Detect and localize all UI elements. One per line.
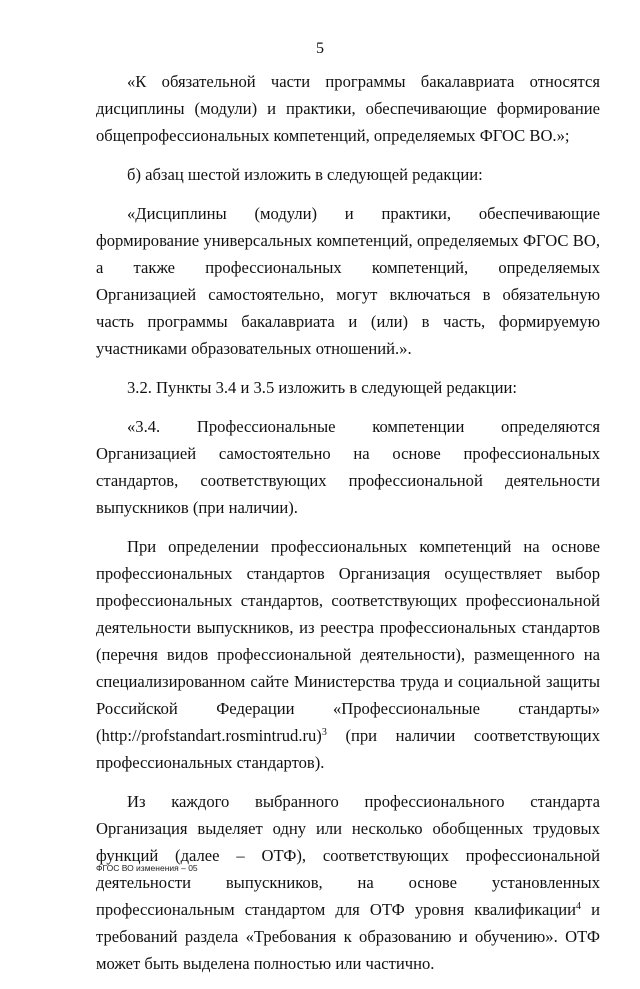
paragraph-amendment-b: б) абзац шестой изложить в следующей редакции: bbox=[127, 165, 483, 184]
paragraph-text: (при наличии соответствующих профессиональных стандартов). bbox=[96, 726, 600, 772]
paragraph-text: При определении профессиональных компетенций на основе профессиональных стандартов Организация осуществляет выбор профессиональных стандартов, соответствующих профессиональной деятельности выпускников, из реестра профессиональных стандартов (перечня видов профессиональной деятельности), размещенного на специализированном сайте Министерства труда и социальной защиты Российской Федерации «Профессиональные стандарты» (http://profstandart.rosmintrud.ru) bbox=[96, 537, 600, 745]
paragraph-amendment-3-2: 3.2. Пункты 3.4 и 3.5 изложить в следующей редакции: bbox=[127, 378, 517, 397]
paragraph-text: и требований раздела «Требования к образованию и обучению». ОТФ может быть выделена полностью или частично. bbox=[96, 900, 600, 973]
paragraph-disciplines: «Дисциплины (модули) и практики, обеспечивающие формирование универсальных компетенций, определяемых ФГОС ВО, а также профессиональных компетенций, определяемых Организацией самостоятельно, могут включаться в обязательную часть программы бакалавриата и (или) в часть, формируемую участниками образовательных отношений.». bbox=[96, 204, 600, 358]
page-number: 5 bbox=[316, 40, 324, 57]
document-body bbox=[96, 68, 600, 989]
paragraph-text: Из каждого выбранного профессионального стандарта Организация выделяет одну или несколько обобщенных трудовых функций (далее – ОТФ), соответствующих профессиональной деятельности выпускников, на основе установленных профессиональным стандартом для ОТФ уровня квалификации bbox=[96, 792, 600, 919]
footnote-ref-4: 4 bbox=[576, 901, 581, 912]
footnote-ref-3: 3 bbox=[321, 727, 327, 738]
paragraph-standards-selection bbox=[96, 533, 600, 776]
paragraph-otf bbox=[96, 788, 600, 977]
paragraph-3-4: «3.4. Профессиональные компетенции определяются Организацией самостоятельно на основе профессиональных стандартов, соответствующих профессиональной деятельности выпускников (при наличии). bbox=[96, 417, 600, 517]
page-footer: ФГОС ВО изменения – 05 bbox=[96, 863, 198, 873]
paragraph-mandatory-part: «К обязательной части программы бакалавриата относятся дисциплины (модули) и практики, обеспечивающие формирование общепрофессиональных компетенций, определяемых ФГОС ВО.»; bbox=[96, 72, 600, 145]
